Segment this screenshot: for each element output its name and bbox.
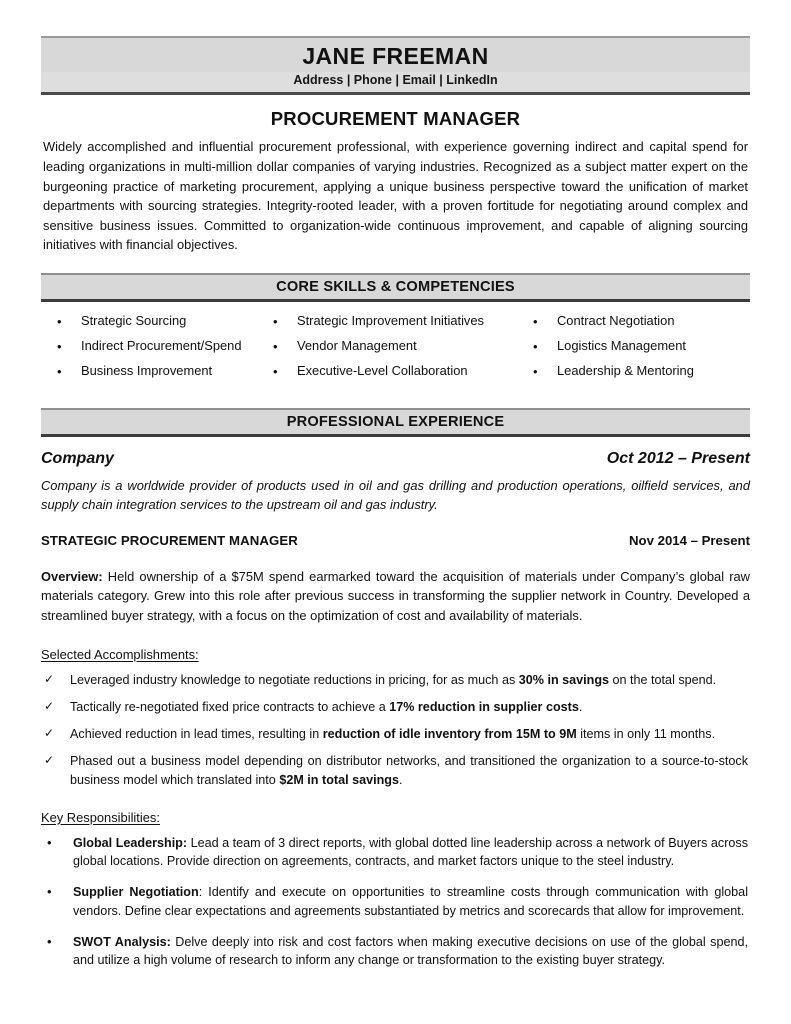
skill-label: Strategic Sourcing <box>81 312 187 328</box>
list-item <box>259 312 519 329</box>
list-item <box>519 312 750 329</box>
check-icon: ✓ <box>44 671 55 686</box>
check-icon: ✓ <box>44 698 55 713</box>
list-item-text: Achieved reduction in lead times, resulting in reduction of idle inventory from 15M to 9M items in only 11 months. <box>70 727 716 741</box>
skills-column-1 <box>43 312 259 390</box>
skill-label: Strategic Improvement Initiatives <box>297 312 484 328</box>
contact-row <box>41 72 750 92</box>
list-item <box>43 362 259 379</box>
dot-icon: • <box>273 363 278 379</box>
skill-label: Executive-Level Collaboration <box>297 362 468 378</box>
skill-label: Logistics Management <box>557 337 686 353</box>
check-icon: ✓ <box>44 726 55 740</box>
role-title: STRATEGIC PROCUREMENT MANAGER <box>41 532 298 548</box>
dot-icon: • <box>533 338 538 354</box>
section-header-core-skills <box>41 273 750 302</box>
dot-icon: • <box>273 338 278 354</box>
role-line <box>41 533 750 548</box>
list-item <box>41 698 750 716</box>
skill-label: Vendor Management <box>297 337 417 353</box>
dot-icon: • <box>57 338 62 354</box>
subheading-key-responsibilities <box>41 810 750 825</box>
list-item-text: Phased out a business model depending on distributor networks, and transitioned the organization to a source-to-stock business model which translated into $2M in total savings. <box>70 754 748 787</box>
skill-label: Indirect Procurement/Spend <box>81 337 242 353</box>
section-header-professional-experience <box>41 408 750 437</box>
list-item-text: Global Leadership: Lead a team of 3 direct reports, with global dotted line leadership across a network of Buyers across global locations. Provide direction on agreements, contracts, and market factors unique to the steel industry. <box>73 835 748 868</box>
subheading-text: Selected Accomplishments: <box>41 646 199 662</box>
professional-summary: Widely accomplished and influential procurement professional, with experience governing indirect and capital spend for leading organizations in multi-million dollar companies of varying industries. Recognized as a subject matter expert on the burgeoning practice of marketing procurement, applying a unique business perspective toward the unification of market departments with sourcing strategies. Integrity-rooted leader, with a proven fortitude for negotiating around complex and sensitive business issues. Committed to organization-wide continuous improvement, and capable of aligning sourcing initiatives with financial objectives. <box>43 139 748 253</box>
check-icon: ✓ <box>44 753 55 768</box>
dot-icon: • <box>533 313 538 329</box>
page-title: PROCUREMENT MANAGER <box>270 108 521 130</box>
list-item <box>43 312 259 329</box>
dot-icon: • <box>47 933 52 949</box>
dot-icon: • <box>57 313 62 329</box>
dot-icon: • <box>47 834 52 850</box>
list-item <box>41 752 750 789</box>
list-item <box>41 725 750 743</box>
list-item <box>259 362 519 379</box>
list-item <box>41 671 750 689</box>
list-item <box>41 834 750 871</box>
company-description: Company is a worldwide provider of products used in oil and gas drilling and production operations, oilfield services, and supply chain integration services to the upstream oil and gas industry. <box>41 477 750 513</box>
overview-text: Held ownership of a $75M spend earmarked toward the acquisition of materials under Company’s global raw materials category. Grew into this role after previous success in transforming the supplier network in Country. Developed a streamlined buyer strategy, with a focus on the optimization of cost and availability of materials. <box>41 568 750 623</box>
dot-icon: • <box>57 363 62 379</box>
list-item <box>43 337 259 354</box>
section-title: CORE SKILLS & COMPETENCIES <box>276 278 515 295</box>
list-item <box>41 883 750 920</box>
role-dates: Nov 2014 – Present <box>629 532 750 548</box>
candidate-name: JANE FREEMAN <box>302 43 489 69</box>
list-item-text: Supplier Negotiation: Identify and execute on opportunities to streamline costs through communication with global vendors. Define clear expectations and agreements substantiated by metrics and scorecards that allow for improvement. <box>73 885 748 918</box>
skill-label: Leadership & Mentoring <box>557 362 694 378</box>
list-item <box>519 362 750 379</box>
candidate-name-row <box>41 38 750 72</box>
overview-label: Overview: <box>41 568 103 584</box>
list-item-text: Tactically re-negotiated fixed price contracts to achieve a 17% reduction in supplier costs. <box>70 699 583 714</box>
section-title: PROFESSIONAL EXPERIENCE <box>286 413 505 430</box>
resume-header-band <box>41 36 750 95</box>
subheading-text: Key Responsibilities: <box>41 809 160 825</box>
dot-icon: • <box>47 884 52 900</box>
company-line <box>41 450 750 468</box>
skill-label: Contract Negotiation <box>557 312 675 328</box>
dot-icon: • <box>273 313 278 329</box>
list-item <box>519 337 750 354</box>
list-item <box>259 337 519 354</box>
skills-column-2 <box>259 312 519 390</box>
core-skills-grid <box>41 312 750 390</box>
skill-label: Business Improvement <box>81 362 213 378</box>
contact-line: Address | Phone | Email | LinkedIn <box>293 73 498 88</box>
responsibilities-list <box>41 834 750 970</box>
company-dates: Oct 2012 – Present <box>606 449 750 467</box>
skills-column-3 <box>519 312 750 390</box>
role-overview <box>41 567 750 626</box>
company-name: Company <box>41 449 114 467</box>
list-item-text: SWOT Analysis: Delve deeply into risk and cost factors when making executive decisions on use of the global spend, and utilize a high volume of research to inform any change or transformation to the existing buyer strategy. <box>73 934 748 967</box>
subheading-selected-accomplishments <box>41 647 750 662</box>
list-item-text: Leveraged industry knowledge to negotiate reductions in pricing, for as much as 30% in savings on the total spend. <box>70 672 717 687</box>
list-item <box>41 933 750 970</box>
accomplishments-list <box>41 671 750 789</box>
dot-icon: • <box>533 363 538 379</box>
